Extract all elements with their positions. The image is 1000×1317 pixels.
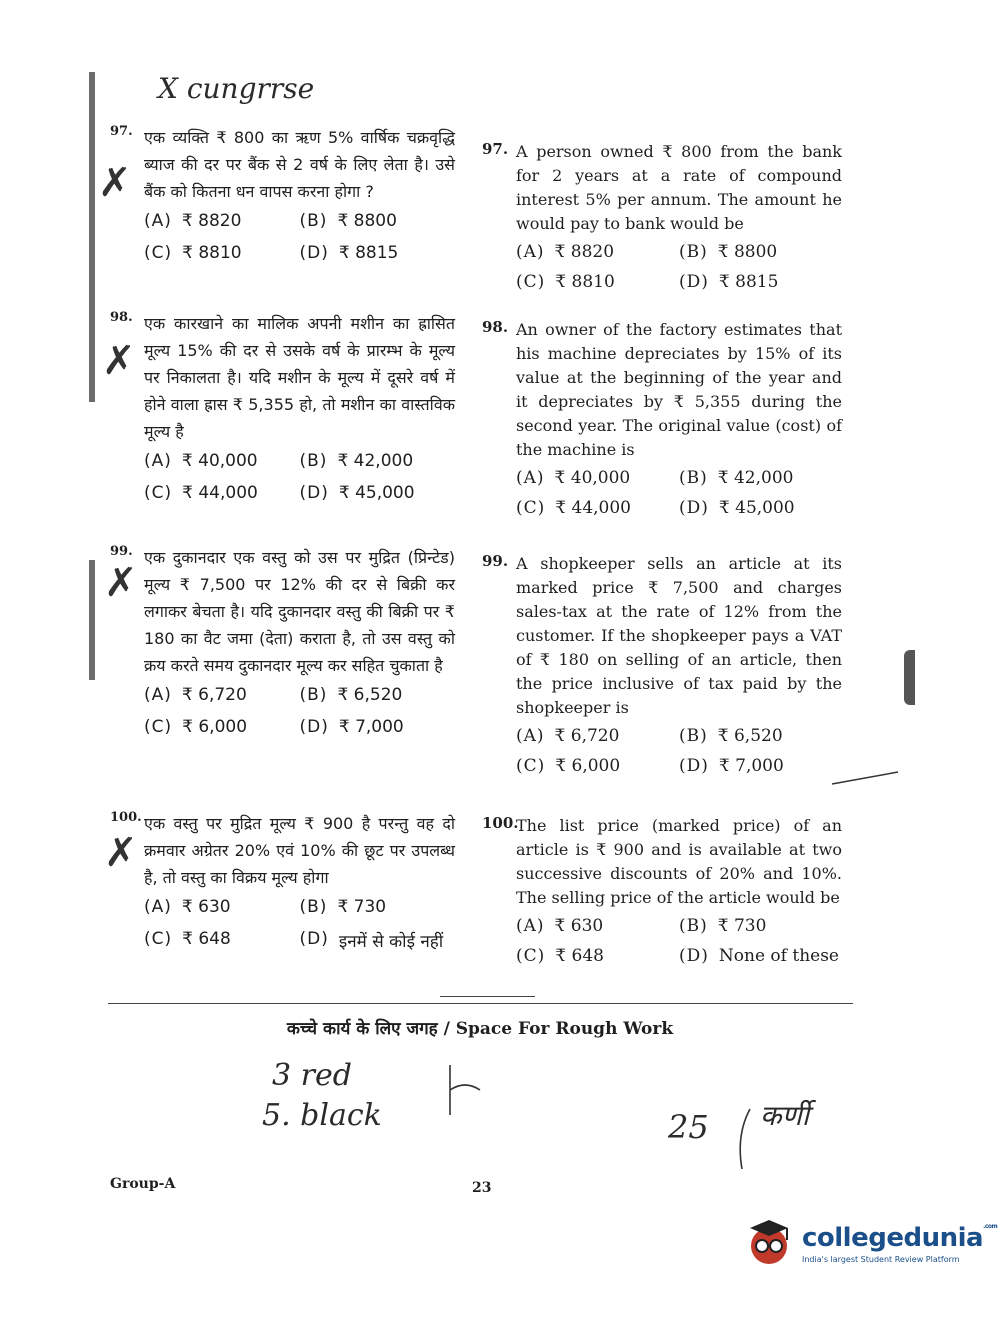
question-number: 98. (482, 318, 509, 336)
question-number: 99. (482, 552, 509, 570)
question-en-99 (482, 552, 842, 776)
option-b: (B) ₹ 42,000 (679, 468, 794, 488)
option-c: (C) ₹ 44,000 (516, 498, 631, 518)
question-number: 100. (110, 810, 142, 825)
option-c: (C) ₹ 648 (144, 929, 231, 949)
options (516, 916, 842, 966)
question-en-100 (482, 814, 842, 966)
footer-group-label: Group-A (110, 1176, 176, 1192)
divider-short (440, 996, 535, 997)
handwritten-cross-mark: ✗ (104, 560, 138, 606)
option-a: (A) ₹ 6,720 (516, 726, 620, 746)
handwritten-note: X cungrrse (158, 72, 315, 105)
options (516, 468, 842, 518)
option-b: (B) ₹ 6,520 (299, 685, 403, 705)
scan-binding-mark (89, 72, 95, 402)
logo-domain: .com (983, 1222, 998, 1230)
pen-stroke (440, 1060, 490, 1130)
logo-wordmark: collegedunia (802, 1222, 984, 1253)
question-stem: एक वस्तु पर मुद्रित मूल्य ₹ 900 है परन्तु वह दो क्रमवार अग्रेतर 20% एवं 10% की छूट पर उपलब्ध है, तो वस्तु का विक्रय मूल्य होगा (144, 814, 455, 887)
pen-stroke (730, 1105, 760, 1175)
option-d: (D) ₹ 7,000 (299, 717, 404, 737)
question-hi-98 (110, 310, 455, 503)
options (144, 685, 455, 737)
question-stem: An owner of the factory estimates that his machine depreciates by 15% of its value at the beginning of the year and it depreciates by ₹ 5,355 during the second year. The original value (cost) of the machine is (516, 320, 842, 459)
option-d: (D) None of these (679, 946, 839, 966)
question-en-97 (482, 140, 842, 292)
option-a: (A) ₹ 8820 (516, 242, 615, 262)
options (144, 211, 455, 263)
option-d: (D) ₹ 8815 (679, 272, 779, 292)
option-c: (C) ₹ 6,000 (516, 756, 621, 776)
option-a: (A) ₹ 630 (516, 916, 604, 936)
option-d: (D) ₹ 45,000 (299, 483, 415, 503)
option-a: (A) ₹ 630 (144, 897, 231, 917)
option-b: (B) ₹ 42,000 (299, 451, 414, 471)
option-d: (D) इनमें से कोई नहीं (299, 929, 444, 952)
handwritten-rough-note: 25 (668, 1108, 709, 1146)
scan-edge-blot (904, 650, 915, 705)
option-a: (A) ₹ 8820 (144, 211, 242, 231)
rough-work-heading: कच्चे कार्य के लिए जगह / Space For Rough Work (286, 1019, 674, 1039)
options (144, 451, 455, 503)
question-stem: A shopkeeper sells an article at its marked price ₹ 7,500 and charges sales-tax at the rate of 12% from the customer. If the shopkeeper pays a VAT of ₹ 180 on selling of an article, then the price inclusive of tax paid by the shopkeeper is (516, 554, 842, 717)
handwritten-cross-mark: ✗ (104, 830, 138, 876)
options (144, 897, 455, 952)
handwritten-rough-note: 5. black (262, 1098, 382, 1133)
question-stem: एक दुकानदार एक वस्तु को उस पर मुद्रित (प्रिन्टेड) मूल्य ₹ 7,500 पर 12% की दर से बिक्री कर लगाकर बेचता है। यदि दुकानदार वस्तु की बिक्री पर ₹ 180 का वैट जमा (देता) कराता है, तो उस वस्तु को क्रय करते समय दुकानदार मूल्य कर सहित चुकाता है (144, 548, 455, 675)
option-d: (D) ₹ 7,000 (679, 756, 784, 776)
handwritten-cross-mark: ✗ (102, 338, 136, 384)
option-b: (B) ₹ 6,520 (679, 726, 783, 746)
footer-page-number: 23 (472, 1180, 492, 1196)
collegedunia-logo (742, 1216, 997, 1270)
question-hi-97 (110, 124, 455, 263)
question-en-98 (482, 318, 842, 518)
option-b: (B) ₹ 730 (299, 897, 387, 917)
option-b: (B) ₹ 8800 (679, 242, 778, 262)
question-number: 100. (482, 814, 519, 832)
logo-tagline: India's largest Student Review Platform (802, 1254, 960, 1264)
option-c: (C) ₹ 6,000 (144, 717, 248, 737)
handwritten-cross-mark: ✗ (98, 160, 132, 206)
option-b: (B) ₹ 8800 (299, 211, 397, 231)
question-stem: एक कारखाने का मालिक अपनी मशीन का ह्रासित मूल्य 15% की दर से उसके वर्ष के प्रारम्भ के मूल्य पर निकालता है। यदि मशीन के मूल्य में दूसरे वर्ष में होने वाला ह्रास ₹ 5,355 हो, तो मशीन का वास्तविक मूल्य है (144, 314, 455, 441)
question-stem: A person owned ₹ 800 from the bank for 2 years at a rate of compound interest 5% per annum. The amount he would pay to bank would be (516, 142, 842, 233)
option-a: (A) ₹ 6,720 (144, 685, 247, 705)
option-c: (C) ₹ 8810 (516, 272, 615, 292)
option-c: (C) ₹ 8810 (144, 243, 242, 263)
handwritten-rough-note: कर्णी (760, 1099, 810, 1132)
student-mascot-icon (742, 1216, 796, 1270)
options (516, 242, 842, 292)
divider-line (108, 1003, 853, 1004)
handwritten-rough-note: 3 red (272, 1058, 352, 1093)
option-a: (A) ₹ 40,000 (516, 468, 631, 488)
option-c: (C) ₹ 44,000 (144, 483, 258, 503)
option-d: (D) ₹ 45,000 (679, 498, 795, 518)
options (516, 726, 842, 776)
question-stem: The list price (marked price) of an article is ₹ 900 and is available at two successive discounts of 20% and 10%. The selling price of the article would be (516, 816, 842, 907)
option-d: (D) ₹ 8815 (299, 243, 399, 263)
scan-binding-mark (89, 560, 95, 680)
question-hi-100 (110, 810, 455, 952)
question-stem: एक व्यक्ति ₹ 800 का ऋण 5% वार्षिक चक्रवृद्धि ब्याज की दर पर बैंक से 2 वर्ष के लिए लेता है। उसे बैंक को कितना धन वापस करना होगा ? (144, 128, 455, 201)
question-number: 98. (110, 310, 133, 325)
question-number: 97. (482, 140, 509, 158)
question-number: 97. (110, 124, 133, 139)
option-b: (B) ₹ 730 (679, 916, 767, 936)
question-number: 99. (110, 544, 133, 559)
option-c: (C) ₹ 648 (516, 946, 604, 966)
option-a: (A) ₹ 40,000 (144, 451, 258, 471)
question-hi-99 (110, 544, 455, 737)
pen-stroke (830, 768, 900, 788)
